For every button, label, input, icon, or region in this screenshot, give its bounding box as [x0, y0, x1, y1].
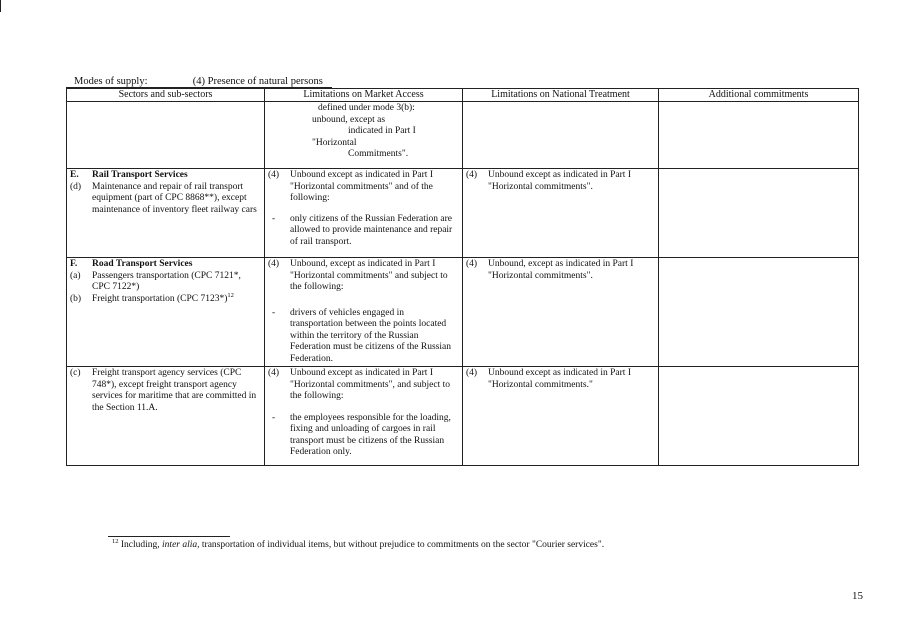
cell-market-access-agency: [265, 367, 463, 466]
sector-title: Road Transport Services: [92, 259, 193, 269]
subsector-label: (c): [70, 368, 81, 378]
dash-marker: -: [272, 307, 276, 318]
national-treatment-text: Unbound except as indicated in Part I "Horizontal commitments.": [488, 368, 631, 390]
footnote-divider: [108, 536, 230, 537]
continuation-line: unbound, except as: [312, 114, 386, 125]
cell-sector-empty: [67, 102, 265, 169]
modes-label: Modes of supply:: [74, 76, 148, 87]
market-access-condition: the employees responsible for the loading, fixing and unloading of cargoes in rail transport must be citizens of the Russian Federation only.: [290, 412, 451, 457]
cell-national-treatment-agency: [463, 367, 659, 466]
table-row-continuation: [67, 102, 859, 169]
national-treatment-text: Unbound except as indicated in Part I "Horizontal commitments".: [488, 170, 631, 192]
market-access-text: Unbound except as indicated in Part I "Horizontal commitments", and subject to the following:: [290, 368, 450, 401]
modes-value: (4) Presence of natural persons: [192, 76, 323, 87]
footnote-text-pre: Including,: [118, 540, 163, 550]
continuation-line: indicated in Part I: [348, 126, 416, 136]
market-access-condition: drivers of vehicles engaged in transportation between the points located within the territory of the Russian Federation must be citizens of the Russian Federation.: [290, 307, 451, 364]
mode-number: (4): [268, 259, 280, 269]
cell-add-empty: [659, 102, 859, 169]
header-sectors: Sectors and sub-sectors: [67, 89, 265, 102]
sector-title: Rail Transport Services: [92, 170, 188, 180]
mode-number: (4): [268, 368, 280, 378]
cell-national-treatment-rail: [463, 169, 659, 258]
cell-market-access-continuation: [265, 102, 463, 169]
subsector-text: Freight transportation (CPC 7123*): [92, 293, 228, 304]
cell-sector-agency: [67, 367, 265, 466]
mode-number: (4): [466, 368, 478, 378]
footnote-text-italic: inter alia,: [162, 540, 200, 550]
header-row: [67, 89, 859, 102]
subsector-label: (a): [70, 270, 81, 281]
continuation-line: "Horizontal: [312, 137, 357, 148]
continuation-line: defined under mode 3(b):: [318, 103, 415, 113]
table-row-freight-agency: [67, 367, 859, 466]
modes-of-supply: [74, 76, 323, 87]
table-row-rail: [67, 169, 859, 258]
mode-number: (4): [268, 170, 280, 180]
mode-number: (4): [466, 259, 478, 269]
sector-label: F.: [70, 259, 78, 269]
market-access-condition: only citizens of the Russian Federation are allowed to provide maintenance and repair of rail transport.: [290, 213, 453, 247]
cell-nt-empty: [463, 102, 659, 169]
dash-marker: -: [272, 213, 276, 224]
continuation-line: Commitments".: [348, 149, 409, 159]
market-access-text: Unbound except as indicated in Part I "Horizontal commitments" and of the following:: [290, 170, 433, 203]
footnote-number: 12: [112, 537, 119, 545]
header-national-treatment: Limitations on National Treatment: [463, 89, 659, 102]
sector-label: E.: [70, 170, 79, 180]
mode-number: (4): [466, 170, 478, 180]
cell-national-treatment-road: [463, 258, 659, 367]
market-access-text: Unbound, except as indicated in Part I "Horizontal commitments" and subject to the following:: [290, 259, 448, 292]
cell-sector-rail: [67, 169, 265, 258]
cell-sector-road: [67, 258, 265, 367]
cell-market-access-rail: [265, 169, 463, 258]
scan-edge-mark: [0, 0, 1, 12]
footnote: [112, 537, 605, 550]
schedule-table: [66, 88, 859, 466]
subsector-label: (b): [70, 293, 82, 304]
subsector-text: Freight transport agency services (CPC 748*), except freight transport agency services for maritime that are committed in the Section 11.A.: [92, 368, 257, 413]
national-treatment-text: Unbound, except as indicated in Part I "Horizontal commitments".: [488, 259, 634, 281]
header-market-access: Limitations on Market Access: [265, 89, 463, 102]
subsector-text: Maintenance and repair of rail transport equipment (part of CPC 8868**), except maintenance of inventory fleet railway cars: [92, 181, 257, 215]
footnote-ref[interactable]: 12: [227, 291, 234, 299]
cell-market-access-road: [265, 258, 463, 367]
page-number: 15: [852, 590, 863, 602]
subsector-label: (d): [70, 181, 82, 192]
cell-additional-rail: [659, 169, 859, 258]
footnote-text-post: transportation of individual items, but without prejudice to commitments on the sector "Courier services".: [199, 540, 605, 550]
cell-additional-road: [659, 258, 859, 367]
header-additional: Additional commitments: [659, 89, 859, 102]
table-row-road: [67, 258, 859, 367]
subsector-text: Passengers transportation (CPC 7121*, CPC 7122*): [92, 270, 241, 292]
dash-marker: -: [272, 412, 276, 423]
cell-additional-agency: [659, 367, 859, 466]
